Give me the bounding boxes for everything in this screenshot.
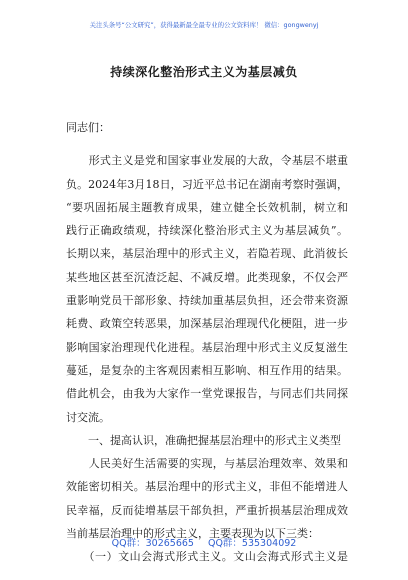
- body-line: 蔓延，是复杂的主客观因素相互影响、相互作用的结果。: [66, 363, 348, 377]
- qq-group-right: QQ群：535304092: [207, 538, 297, 549]
- body-line: “要巩固拓展主题教育成果，建立健全长效机制，树立和: [66, 200, 348, 214]
- document-title: 持续深化整治形式主义为基层减负: [110, 65, 298, 79]
- body-line: 践行正确政绩观，持续深化整治形式主义为基层减负”。: [66, 224, 348, 238]
- section-line: 人民美好生活需要的实现，与基层治理效率、效果和: [66, 457, 348, 471]
- body-line: 某些地区甚至沉渣泛起、不减反增。此类现象，不仅会严: [66, 270, 348, 284]
- subsection-line: （一）文山会海式形式主义。文山会海式形式主义是: [66, 550, 348, 564]
- section-heading: 一、提高认识，准确把握基层治理中的形式主义类型: [66, 433, 341, 447]
- section-line: 民幸福，反而徒增基层干部负担，严重折损基层治理成效: [66, 503, 348, 517]
- body-line: 借此机会，由我为大家作一堂党课报告，与同志们共同探: [66, 387, 348, 401]
- qq-group-left: QQ群：30265665: [111, 538, 194, 549]
- body-line: 负。2024年3月18日，习近平总书记在湖南考察时强调，: [66, 177, 348, 191]
- salutation: 同志们：: [66, 121, 110, 134]
- footer-qq-groups: [0, 535, 408, 549]
- body-line: 长期以来，基层治理中的形式主义，若隐若现、此消彼长: [66, 247, 348, 261]
- section-line: 当前基层治理中的形式主义，主要表现为以下三类：: [66, 527, 319, 541]
- section-line: 效能密切相关。基层治理中的形式主义，非但不能增进人: [66, 480, 348, 494]
- body-line: 形式主义是党和国家事业发展的大敌，令基层不堪重: [66, 154, 348, 168]
- body-line: 讨交流。: [66, 410, 110, 424]
- body-line: 重影响党员干部形象、持续加重基层负担，还会带来资源: [66, 294, 348, 308]
- body-line: 耗费、政策空转恶果，加深基层治理现代化梗阻，进一步: [66, 317, 348, 331]
- header-banner: 关注头条号“公文研究”，获得最新最全最专业的公文资料库！ 微信：gongwenyj: [89, 21, 319, 29]
- document-body: [66, 116, 348, 569]
- paragraph-gap: [66, 139, 348, 149]
- body-line: 影响国家治理现代化进程。基层治理中形式主义反复滋生: [66, 340, 348, 354]
